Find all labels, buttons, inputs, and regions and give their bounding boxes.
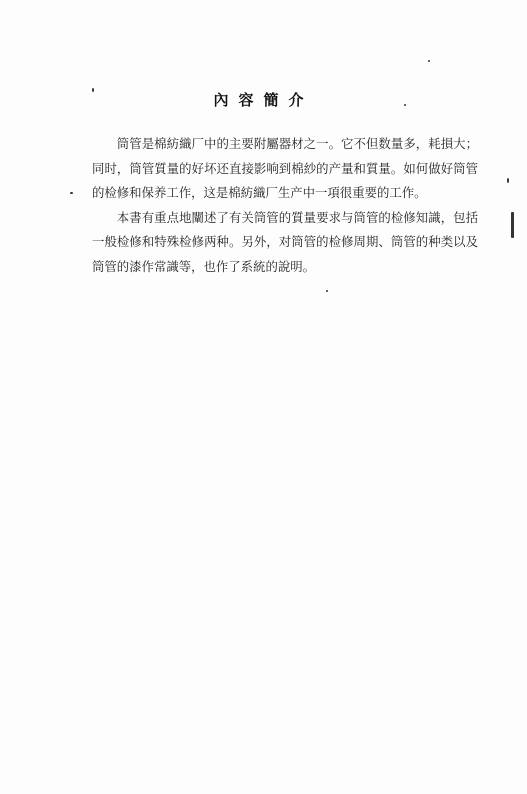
scan-speck	[92, 88, 94, 92]
summary-body	[92, 132, 478, 280]
paragraph-1: 筒管是棉紡織厂中的主要附屬器材之一。它不但数量多，耗損大；同时，筒管質量的好坏还直接影响到棉紗的产量和質量。如何做好筒管的检修和保养工作，这是棉紡織厂生产中一項很重要的工作。	[92, 136, 478, 201]
scan-speck	[70, 192, 73, 194]
scan-speck	[511, 212, 514, 238]
scan-speck	[507, 178, 509, 183]
paragraph-2: 本書有重点地闡述了有关筒管的質量要求与筒管的检修知識，包括一般检修和特殊检修两种。另外，对筒管的检修周期、筒管的种类以及筒管的漆作常識等，也作了系統的說明。	[92, 209, 478, 274]
scan-speck	[404, 104, 406, 106]
page-title: 內容簡介	[213, 91, 314, 109]
scan-speck	[326, 290, 328, 292]
scan-speck	[428, 60, 430, 62]
